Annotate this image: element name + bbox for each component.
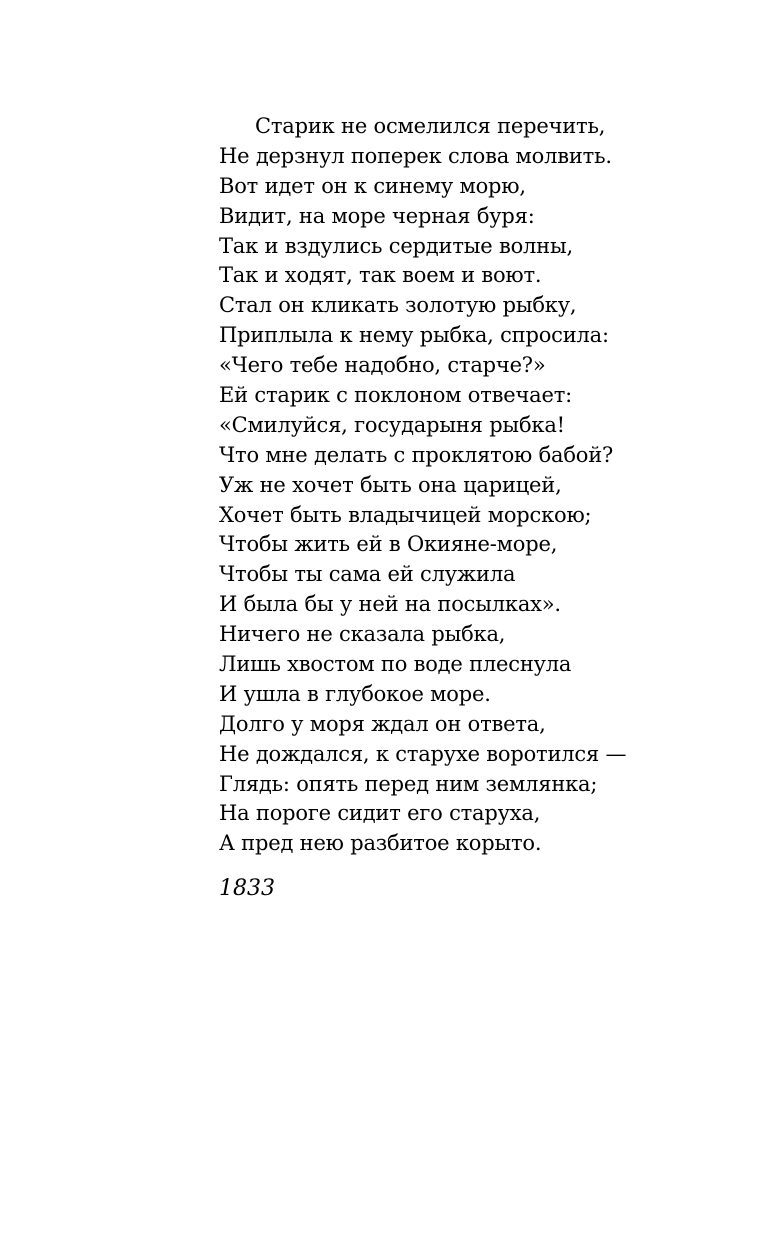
poem-year: 1833 [219,876,275,901]
verse-line: Чтобы жить ей в Окияне-море, [219,532,558,557]
verse-line: Стал он кликать золотую рыбку, [219,293,577,318]
verse-line: «Смилуйся, государыня рыбка! [219,412,565,437]
verse-line: Чтобы ты сама ей служила [219,562,516,587]
verse-line: Так и ходят, так воем и воют. [219,263,542,288]
verse-line: Уж не хочет быть она царицей, [219,472,562,497]
verse-line: И ушла в глубокое море. [219,681,491,706]
verse-line: «Чего тебе надобно, старче?» [219,353,546,378]
verse-line: И была бы у ней на посылках». [219,592,561,617]
verse-line: А пред нею разбитое корыто. [219,831,542,856]
verse-line: Что мне делать с проклятою бабой? [219,442,614,467]
poem-stanza [219,112,749,859]
verse-line: Так и вздулись сердитые волны, [219,233,573,258]
verse-line: Ей старик с поклоном отвечает: [219,383,573,408]
verse-line: Глядь: опять перед ним землянка; [219,771,598,796]
verse-line: Ничего не сказала рыбка, [219,622,506,647]
verse-line: Видит, на море черная буря: [219,203,535,228]
verse-line: Приплыла к нему рыбка, спросила: [219,323,609,348]
verse-line: Не дождался, к старухе воротился — [219,741,627,766]
verse-line: Хочет быть владычицей морскою; [219,502,592,527]
verse-line: Вот идет он к синему морю, [219,173,526,198]
verse-line: Лишь хвостом по воде плеснула [219,652,572,677]
verse-line: Не дерзнул поперек слова молвить. [219,143,612,168]
verse-line: На пороге сидит его старуха, [219,801,541,826]
verse-line: Долго у моря ждал он ответа, [219,711,546,736]
verse-line: Старик не осмелился перечить, [255,114,606,138]
